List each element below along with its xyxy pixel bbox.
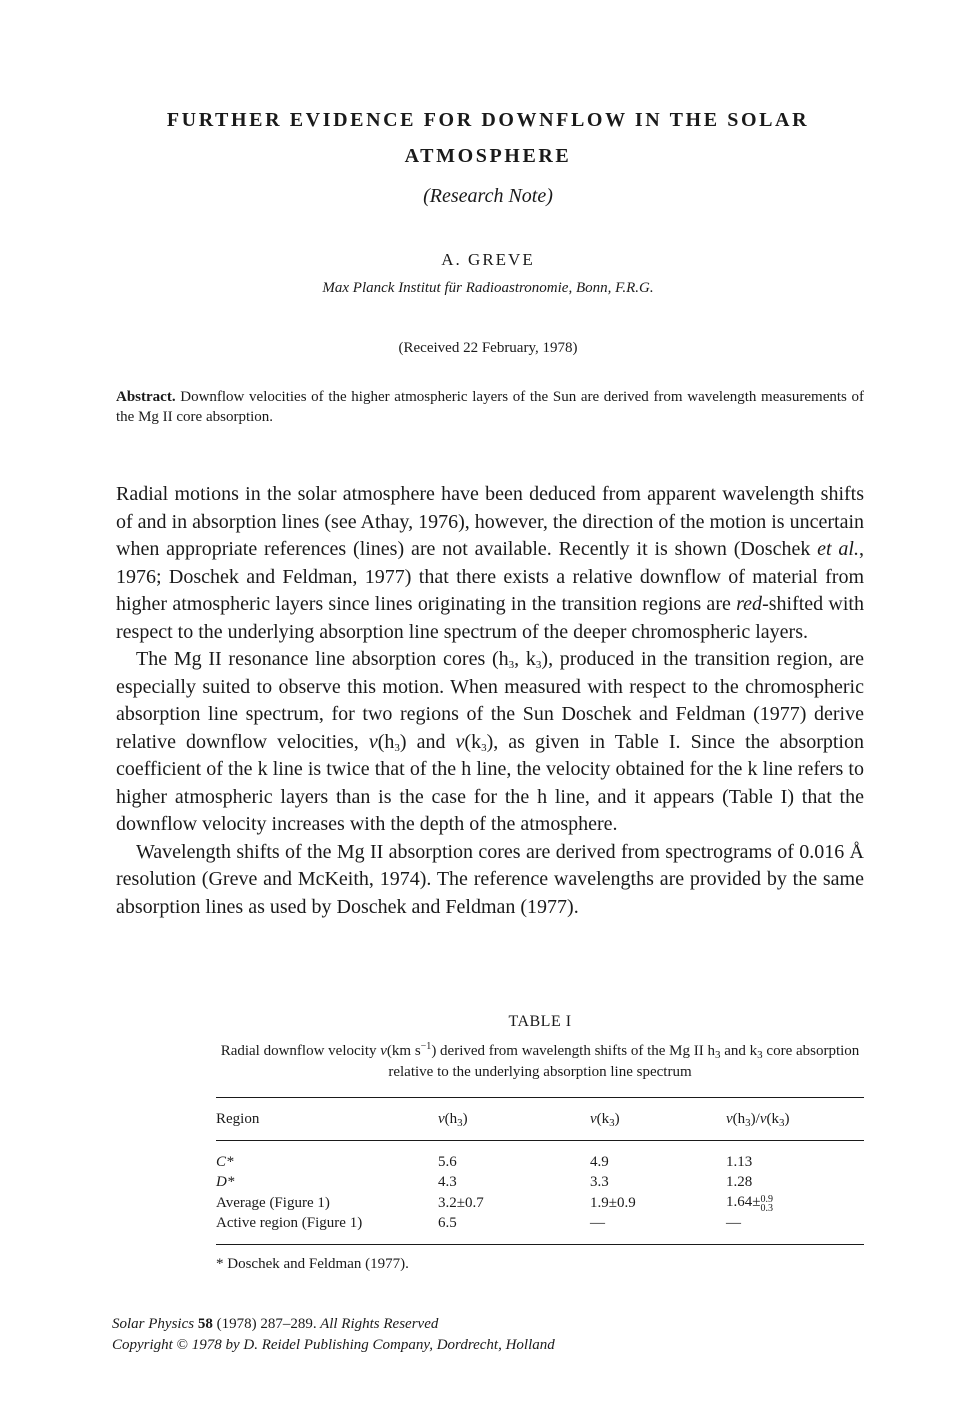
table-heading: TABLE I [508,1013,572,1030]
p2-text-e: (k [464,730,482,753]
row-h3: 6.5 [438,1215,457,1231]
p2-text-d: ) and [399,730,456,753]
row-region: Average (Figure 1) [216,1194,330,1211]
caption-text: Radial downflow velocity [220,1043,381,1059]
subtitle: (Research Note) [423,185,553,207]
v-symbol: v [438,1111,445,1127]
caption-text: core absorption relative to the underlying absorption line spectrum [388,1043,860,1080]
header-text: ) [614,1111,620,1127]
row-k3: 3.3 [590,1174,609,1190]
journal-name: Solar Physics [112,1316,195,1332]
header-text: )/ [750,1111,760,1127]
paragraph-2 [116,646,864,839]
copyright-symbol: © [176,1337,188,1353]
affiliation: Max Planck Institut für Radioastronomie, Bonn, F.R.G. [322,280,654,296]
footer-copyright [112,1335,555,1356]
table-rule-top [216,1097,864,1098]
received-date: (Received 22 February, 1978) [398,340,578,356]
caption-sub: 3 [715,1049,721,1061]
p2-sub: 3 [508,659,515,671]
paragraph-1 [116,481,864,646]
header-sub: 3 [457,1117,463,1129]
row-k3: — [590,1215,605,1231]
caption-sub: 3 [757,1049,763,1061]
p1-text-b: , 1976; Doschek and Feldman, 1977) that there exists a relative downflow of material from higher atmospheric layers since lines originating in the transition regions are [116,538,864,615]
header-sub: 3 [609,1117,615,1129]
p1-text-a: Radial motions in the solar atmosphere have been deduced from apparent wavelength shifts of and in absorption lines (see Athay, 1976), however, the direction of the motion is uncertain when appropriate references (lines) are not available. Recently it is shown (Doschek [116,483,864,560]
abstract-label: Abstract. [116,389,176,405]
p2-v-symbol: v [455,730,465,753]
row-ratio: — [726,1215,741,1231]
p1-red: red [736,593,763,615]
ratio-plus: 0.9 [760,1194,773,1205]
v-symbol: v [759,1111,767,1127]
p2-sub: 3 [481,741,487,754]
copyright-text: 1978 by D. Reidel Publishing Company, Dordrecht, Holland [191,1337,555,1353]
journal-year-pages: (1978) 287–289. [216,1316,317,1332]
header-text: (k [766,1111,780,1127]
p2-v-symbol: v [368,730,378,753]
caption-text: (km s [386,1043,421,1059]
author: A. GREVE [441,250,535,269]
row-ratio: 1.28 [726,1174,753,1190]
row-h3: 3.2±0.7 [438,1194,484,1211]
p2-sub: 3 [535,659,542,671]
table-rule-bottom [216,1244,864,1245]
rights: All Rights Reserved [320,1316,439,1332]
p2-text-f: ), as given in Table I. Since the absorption coefficient of the k line is twice that of the h line, the velocity obtained for the k line refers to higher atmospheric layers than is the case for the h line, and it appears (Table I) that the downflow velocity increases with the depth of the atmosphere. [116,730,864,835]
table-footnote: * Doschek and Feldman (1977). [216,1256,409,1272]
header-text: (k [596,1111,610,1127]
table-row [216,1152,864,1172]
header-text: ) [784,1111,790,1127]
ratio-value: 1.64± [726,1194,761,1210]
caption-text: and k [720,1043,758,1059]
row-ratio: 1.13 [726,1154,753,1170]
ratio-minus: 0.3 [760,1203,773,1214]
row-k3: 1.9±0.9 [590,1194,636,1211]
caption-text: ) derived from wavelength shifts of the Mg II h [431,1043,715,1059]
row-ratio [726,1192,864,1213]
header-region: Region [216,1111,260,1127]
body-text [116,481,864,921]
header-text: ) [462,1111,468,1127]
paragraph-3: Wavelength shifts of the Mg II absorption cores are derived from spectrograms of 0.016 Å resolution (Greve and McKeith, 1974). The reference wavelengths are provided by the same absorption lines as used by Doschek and Feldman (1977). [116,840,864,918]
footer [112,1314,555,1356]
table-row [216,1213,864,1233]
row-region: D* [216,1174,235,1190]
header-sub: 3 [745,1117,751,1129]
row-region: Active region (Figure 1) [216,1215,363,1231]
abstract-text: Downflow velocities of the higher atmospheric layers of the Sun are derived from wavelength measurements of the Mg II core absorption. [116,389,864,425]
p2-sub: 3 [394,741,400,754]
p2-text-a: The Mg II resonance line absorption cores (h [136,648,509,670]
table-body [216,1152,864,1233]
header-ratio [726,1109,864,1129]
row-h3: 4.3 [438,1174,457,1190]
ratio-error [760,1195,773,1213]
journal-volume: 58 [197,1316,213,1332]
header-v-k3 [590,1109,726,1129]
p2-text-b: ), produced in the transition region, are especially suited to observe this motion. When measured with respect to the chromospheric absorption line spectrum, for two regions of the Sun Doschek and Feldman (1977) derive relative downflow velocities, [116,648,864,753]
row-region: C* [216,1154,234,1170]
title-line-1: FURTHER EVIDENCE FOR DOWNFLOW IN THE SOLAR [166,109,810,131]
table-header [216,1109,864,1129]
header-text: (h [444,1111,458,1127]
row-k3: 4.9 [590,1154,609,1170]
table-rule-middle [216,1140,864,1141]
row-h3: 5.6 [438,1154,457,1170]
header-v-h3 [438,1109,590,1129]
p2-text-a2: , k [514,648,536,670]
abstract [116,387,864,427]
v-symbol: v [590,1111,597,1127]
table-row [216,1192,864,1213]
table-header-row [216,1109,864,1129]
caption-v: v [380,1043,387,1059]
v-symbol: v [726,1111,733,1127]
title-line-2: ATMOSPHERE [404,145,572,167]
table-row [216,1172,864,1192]
footer-citation [112,1314,555,1335]
copyright-label: Copyright [112,1337,173,1353]
header-sub: 3 [779,1117,785,1129]
table-caption [216,1041,864,1083]
p1-text-c: -shifted with respect to the underlying absorption line spectrum of the deeper chromospheric layers. [116,593,864,643]
p1-et-al: et al. [817,538,859,560]
caption-sup: −1 [420,1041,432,1052]
header-text: (h [732,1111,746,1127]
p2-text-c: (h [377,730,395,753]
